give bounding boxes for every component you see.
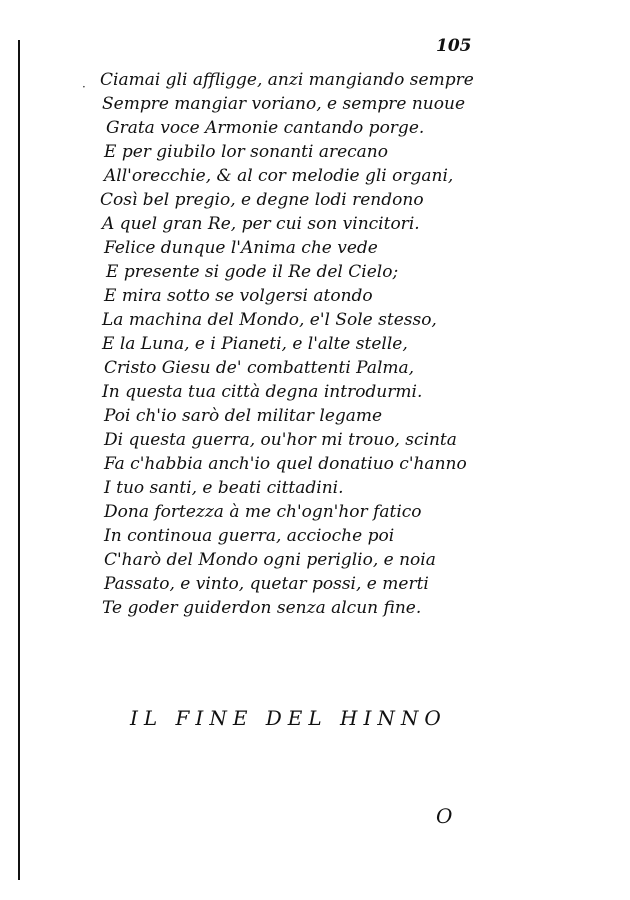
poem-line: In continoua guerra, accioche poi (104, 526, 395, 546)
page-edge-rule (18, 40, 20, 880)
page-number: 105 (436, 36, 472, 56)
poem-line: Così bel pregio, e degne lodi rendono (100, 190, 424, 210)
poem-line: Felice dunque l'Anima che vede (104, 238, 378, 258)
poem-text (100, 68, 474, 620)
poem-line: Grata voce Armonie cantando porge. (106, 118, 425, 138)
poem-line: Cristo Giesu de' combattenti Palma, (104, 358, 415, 378)
poem-line: Sempre mangiar voriano, e sempre nuoue (102, 94, 466, 114)
poem-line: Ciamai gli affligge, anzi mangiando sempre (100, 70, 474, 90)
poem-line: Poi ch'io sarò del militar legame (104, 406, 383, 426)
poem-line: La machina del Mondo, e'l Sole stesso, (102, 310, 437, 330)
poem-line: Dona fortezza à me ch'ogn'hor fatico (104, 502, 422, 522)
margin-mark: · (82, 80, 86, 94)
poem-line: C'harò del Mondo ogni periglio, e noia (104, 550, 436, 570)
signature-mark: O (436, 804, 453, 828)
poem-line: Fa c'habbia anch'io quel donatiuo c'hanno (104, 454, 467, 474)
poem-line: All'orecchie, & al cor melodie gli organi, (104, 166, 454, 186)
poem-line: A quel gran Re, per cui son vincitori. (102, 214, 420, 234)
poem-line: I tuo santi, e beati cittadini. (104, 478, 344, 498)
poem-line: In questa tua città degna introdurmi. (102, 382, 423, 402)
poem-line: E la Luna, e i Pianeti, e l'alte stelle, (102, 334, 408, 354)
poem-line: E presente si gode il Re del Cielo; (106, 262, 399, 282)
poem-line: Te goder guiderdon senza alcun fine. (102, 598, 422, 618)
poem-line: Passato, e vinto, quetar possi, e merti (104, 574, 429, 594)
closing-title: IL FINE DEL HINNO (130, 706, 447, 730)
poem-line: Di questa guerra, ou'hor mi trouo, scinta (104, 430, 457, 450)
poem-line: E mira sotto se volgersi atondo (104, 286, 373, 306)
poem-line: E per giubilo lor sonanti arecano (104, 142, 388, 162)
